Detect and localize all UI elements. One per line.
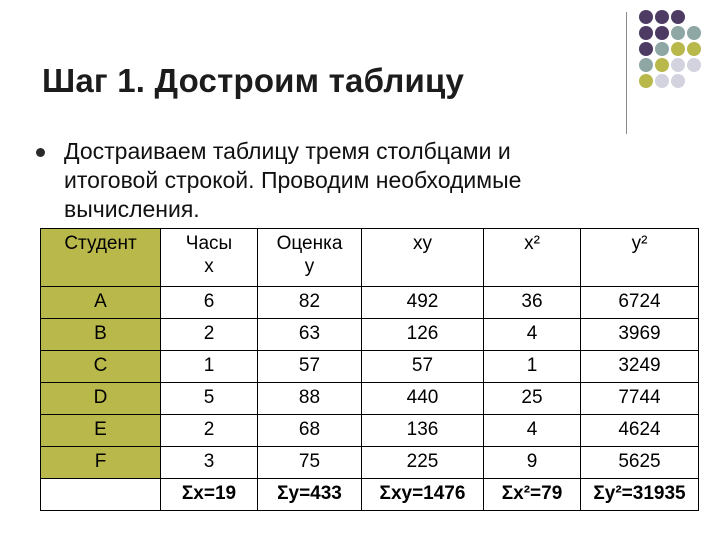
decor-dot xyxy=(655,26,669,40)
totals-sum-xy: Σxy=1476 xyxy=(362,479,484,511)
totals-row xyxy=(41,479,699,511)
cell-xy: 126 xyxy=(362,319,484,351)
table-row xyxy=(41,351,699,383)
table-row xyxy=(41,319,699,351)
decor-dot xyxy=(639,26,653,40)
cell-xy: 492 xyxy=(362,287,484,319)
cell-student: C xyxy=(41,351,161,383)
decor-dot xyxy=(639,42,653,56)
cell-student: D xyxy=(41,383,161,415)
decor-dot xyxy=(655,74,669,88)
cell-y-squared: 7744 xyxy=(581,383,699,415)
cell-x-squared: 36 xyxy=(484,287,581,319)
table-header-row xyxy=(41,229,699,287)
decor-dot xyxy=(687,58,701,72)
header-student: Студент xyxy=(41,229,161,287)
decor-dot xyxy=(687,26,701,40)
cell-xy: 57 xyxy=(362,351,484,383)
decor-dot xyxy=(639,10,653,24)
cell-y-squared: 3249 xyxy=(581,351,699,383)
decor-dot xyxy=(687,42,701,56)
cell-student: F xyxy=(41,447,161,479)
table-row xyxy=(41,415,699,447)
decor-dot xyxy=(671,10,685,24)
decor-dot xyxy=(671,42,685,56)
decor-dot xyxy=(655,58,669,72)
decor-dot xyxy=(655,42,669,56)
decor-vertical-line xyxy=(626,12,627,134)
header-xy: xy xyxy=(362,229,484,287)
cell-y-squared: 3969 xyxy=(581,319,699,351)
cell-hours-x: 6 xyxy=(161,287,258,319)
cell-xy: 225 xyxy=(362,447,484,479)
header-x2: x² xyxy=(484,229,581,287)
header-hours: Часы x xyxy=(161,229,258,287)
table-row xyxy=(41,287,699,319)
decor-dot xyxy=(687,74,701,88)
cell-student: B xyxy=(41,319,161,351)
cell-grade-y: 88 xyxy=(258,383,362,415)
cell-hours-x: 1 xyxy=(161,351,258,383)
totals-sum-y: Σy=433 xyxy=(258,479,362,511)
totals-sum-y2: Σy²=31935 xyxy=(581,479,699,511)
cell-xy: 440 xyxy=(362,383,484,415)
cell-y-squared: 4624 xyxy=(581,415,699,447)
totals-sum-x: Σx=19 xyxy=(161,479,258,511)
cell-hours-x: 2 xyxy=(161,415,258,447)
decor-dot xyxy=(687,10,701,24)
bullet-text: Достраиваем таблицу тремя столбцами и итоговой строкой. Проводим необходимые вычисления. xyxy=(64,138,522,222)
cell-xy: 136 xyxy=(362,415,484,447)
cell-hours-x: 3 xyxy=(161,447,258,479)
cell-y-squared: 6724 xyxy=(581,287,699,319)
decor-dot xyxy=(671,58,685,72)
cell-student: E xyxy=(41,415,161,447)
decor-dot xyxy=(671,26,685,40)
table-row xyxy=(41,447,699,479)
bullet-icon xyxy=(36,148,45,157)
totals-cell-empty xyxy=(41,479,161,511)
cell-hours-x: 5 xyxy=(161,383,258,415)
cell-x-squared: 9 xyxy=(484,447,581,479)
cell-grade-y: 75 xyxy=(258,447,362,479)
cell-x-squared: 25 xyxy=(484,383,581,415)
decor-dot xyxy=(671,74,685,88)
decor-dot xyxy=(639,74,653,88)
decor-dot-grid xyxy=(639,10,701,88)
table-body xyxy=(41,287,699,479)
decor-dot xyxy=(655,10,669,24)
header-y2: y² xyxy=(581,229,699,287)
header-grade: Оценка y xyxy=(258,229,362,287)
cell-x-squared: 1 xyxy=(484,351,581,383)
cell-hours-x: 2 xyxy=(161,319,258,351)
cell-x-squared: 4 xyxy=(484,319,581,351)
cell-grade-y: 57 xyxy=(258,351,362,383)
cell-student: A xyxy=(41,287,161,319)
cell-grade-y: 63 xyxy=(258,319,362,351)
totals-sum-x2: Σx²=79 xyxy=(484,479,581,511)
cell-x-squared: 4 xyxy=(484,415,581,447)
table-row xyxy=(41,383,699,415)
decor-dot xyxy=(639,58,653,72)
cell-grade-y: 68 xyxy=(258,415,362,447)
cell-grade-y: 82 xyxy=(258,287,362,319)
data-table xyxy=(40,228,699,511)
cell-y-squared: 5625 xyxy=(581,447,699,479)
slide-title: Шаг 1. Достроим таблицу xyxy=(42,62,465,99)
